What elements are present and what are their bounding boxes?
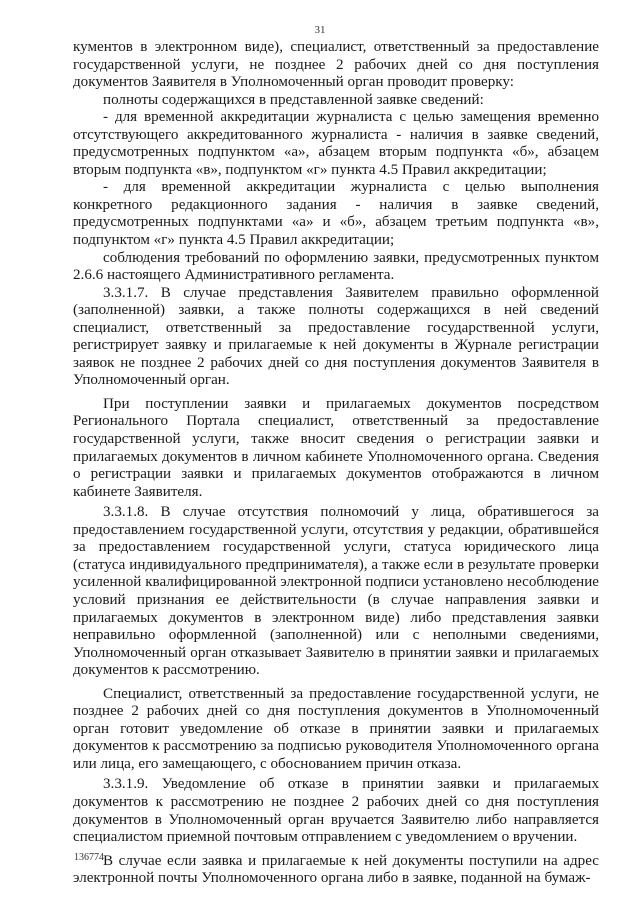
- page-number: 31: [314, 24, 326, 36]
- paragraph-3-3-1-7: 3.3.1.7. В случае представления Заявителем правильно оформленной (заполненной) заявки, а также полноты содержащихся в ней сведений специалист, ответственный за предоставление государственной услуги, регистрирует заявку и прилагаемые к ней документы в Журнале регистрации заявок не позднее 2 рабочих дней со дня поступления документов Заявителя в Уполномоченный орган.: [73, 284, 599, 389]
- paragraph-specialist-notice: Специалист, ответственный за предоставление государственной услуги, не позднее 2 рабочих дней со дня поступления документов в Уполномоченный орган готовит уведомление об отказе в принятии заявки и прилагаемых документов к рассмотрению за подписью руководителя Уполномоченного органа или лица, его замещающего, с обоснованием причин отказа.: [73, 685, 599, 772]
- document-body: [73, 39, 599, 888]
- paragraph-completeness-check: полноты содержащихся в представленной заявке сведений:: [103, 91, 484, 108]
- paragraph-temporary-replacement: - для временной аккредитации журналиста с целью замещения временно отсутствующего аккредитованного журналиста - наличия в заявке сведений, предусмотренных подпунктом «а», абзацем вторым подпункта «б», абзацем вторым подпункта «в», подпунктом «г» пункта 4.5 Правил аккредитации;: [73, 109, 599, 178]
- paragraph-editorial-task: - для временной аккредитации журналиста с целью выполнения конкретного редакционного задания - наличия в заявке сведений, предусмотренных подпунктами «а» и «б», абзацем третьим подпункта «в», подпунктом «г» пункта 4.5 Правил аккредитации;: [73, 179, 599, 249]
- paragraph-email-case: В случае если заявка и прилагаемые к ней документы поступили на адрес электронной почты Уполномоченного органа либо в заявке, поданной на бумаж-: [73, 852, 599, 887]
- footer-code: 136774: [74, 852, 104, 863]
- paragraph-formatting-requirements: соблюдения требований по оформлению заявки, предусмотренных пунктом 2.6.6 настоящего Административного регламента.: [73, 249, 599, 284]
- paragraph-3-3-1-8: 3.3.1.8. В случае отсутствия полномочий у лица, обратившегося за предоставлением государственной услуги, отсутствия у редакции, обратившейся за предоставлением государственной услуги, статуса юридического лица (статуса индивидуального предпринимателя), а также если в результате проверки усиленной квалифицированной электронной подписи установлено несоблюдение условий признания ее действительности (в случае направления заявки и прилагаемых документов в электронном виде) либо представления заявки неправильно оформленной (заполненной) или с неполными сведениями, Уполномоченный орган отказывает Заявителю в принятии заявки и прилагаемых документов к рассмотрению.: [73, 504, 599, 679]
- paragraph-3-3-1-9: 3.3.1.9. Уведомление об отказе в принятии заявки и прилагаемых документов к рассмотрению не позднее 2 рабочих дней со дня поступления документов в Уполномоченный орган вручается Заявителю либо направляется специалистом приемной почтовым отправлением с уведомлением о вручении.: [73, 776, 599, 846]
- paragraph-regional-portal: При поступлении заявки и прилагаемых документов посредством Регионального Портала специалист, ответственный за предоставление государственной услуги, также вносит сведения о регистрации заявки и прилагаемых документов в личном кабинете Уполномоченного органа. Сведения о регистрации заявки и прилагаемых документов отображаются в личном кабинете Заявителя.: [73, 395, 599, 500]
- paragraph-continuation: кументов в электронном виде), специалист, ответственный за предоставление государственной услуги, не позднее 2 рабочих дней со дня поступления документов Заявителя в Уполномоченный орган проводит проверку:: [73, 39, 599, 91]
